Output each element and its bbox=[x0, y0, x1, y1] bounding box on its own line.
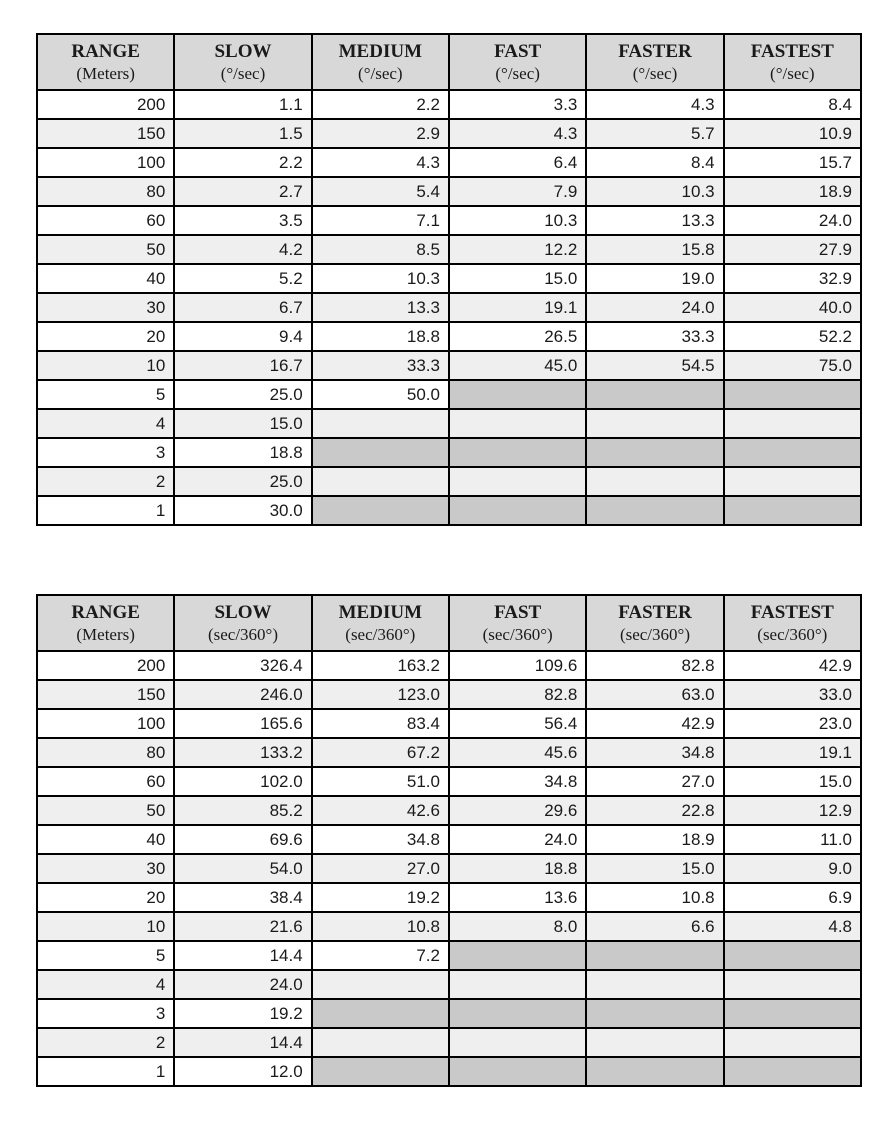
value-cell: 50.0 bbox=[312, 380, 449, 409]
value-cell: 7.1 bbox=[312, 206, 449, 235]
blocked-cell bbox=[449, 1057, 586, 1086]
table-row bbox=[37, 796, 861, 825]
value-cell: 26.5 bbox=[449, 322, 586, 351]
column-header-unit: (°/sec) bbox=[220, 63, 266, 83]
rotation-speed-table-sec-per-360 bbox=[36, 594, 862, 1087]
value-cell: 123.0 bbox=[312, 680, 449, 709]
range-cell: 30 bbox=[37, 854, 174, 883]
value-cell: 13.3 bbox=[312, 293, 449, 322]
table-row bbox=[37, 738, 861, 767]
column-header-unit: (°/sec) bbox=[495, 63, 540, 83]
table-row bbox=[37, 912, 861, 941]
blocked-cell bbox=[312, 999, 449, 1028]
blocked-cell bbox=[449, 999, 586, 1028]
blocked-cell bbox=[312, 438, 449, 467]
range-cell: 2 bbox=[37, 467, 174, 496]
column-header-label: FASTER bbox=[618, 601, 692, 623]
column-header bbox=[449, 34, 586, 90]
table-row bbox=[37, 322, 861, 351]
column-header bbox=[37, 34, 174, 90]
value-cell: 18.8 bbox=[449, 854, 586, 883]
value-cell: 246.0 bbox=[174, 680, 311, 709]
value-cell: 3.3 bbox=[449, 90, 586, 119]
value-cell: 7.9 bbox=[449, 177, 586, 206]
column-header-label: MEDIUM bbox=[338, 40, 423, 62]
column-header-label: FAST bbox=[494, 40, 542, 62]
value-cell: 18.9 bbox=[724, 177, 861, 206]
column-header bbox=[586, 595, 723, 651]
blocked-cell bbox=[586, 1028, 723, 1057]
column-header-unit: (°/sec) bbox=[632, 63, 678, 83]
column-header-unit: (°/sec) bbox=[770, 63, 815, 83]
blocked-cell bbox=[586, 438, 723, 467]
range-cell: 80 bbox=[37, 738, 174, 767]
column-header-label: FASTEST bbox=[750, 40, 834, 62]
value-cell: 63.0 bbox=[586, 680, 723, 709]
value-cell: 69.6 bbox=[174, 825, 311, 854]
column-header bbox=[449, 595, 586, 651]
value-cell: 56.4 bbox=[449, 709, 586, 738]
value-cell: 102.0 bbox=[174, 767, 311, 796]
range-cell: 1 bbox=[37, 1057, 174, 1086]
value-cell: 12.9 bbox=[724, 796, 861, 825]
value-cell: 24.0 bbox=[449, 825, 586, 854]
value-cell: 21.6 bbox=[174, 912, 311, 941]
value-cell: 16.7 bbox=[174, 351, 311, 380]
value-cell: 51.0 bbox=[312, 767, 449, 796]
value-cell: 2.7 bbox=[174, 177, 311, 206]
column-header-label: RANGE bbox=[71, 40, 140, 62]
table-row bbox=[37, 1028, 861, 1057]
value-cell: 8.0 bbox=[449, 912, 586, 941]
value-cell: 54.5 bbox=[586, 351, 723, 380]
blocked-cell bbox=[312, 970, 449, 999]
value-cell: 12.2 bbox=[449, 235, 586, 264]
blocked-cell bbox=[586, 970, 723, 999]
value-cell: 15.0 bbox=[586, 854, 723, 883]
blocked-cell bbox=[724, 409, 861, 438]
table-row bbox=[37, 380, 861, 409]
blocked-cell bbox=[724, 999, 861, 1028]
value-cell: 1.1 bbox=[174, 90, 311, 119]
blocked-cell bbox=[724, 1057, 861, 1086]
value-cell: 109.6 bbox=[449, 651, 586, 680]
value-cell: 6.7 bbox=[174, 293, 311, 322]
blocked-cell bbox=[312, 409, 449, 438]
range-cell: 2 bbox=[37, 1028, 174, 1057]
value-cell: 34.8 bbox=[312, 825, 449, 854]
value-cell: 15.0 bbox=[724, 767, 861, 796]
range-cell: 5 bbox=[37, 380, 174, 409]
value-cell: 10.8 bbox=[586, 883, 723, 912]
value-cell: 29.6 bbox=[449, 796, 586, 825]
value-cell: 34.8 bbox=[449, 767, 586, 796]
value-cell: 25.0 bbox=[174, 467, 311, 496]
value-cell: 18.8 bbox=[174, 438, 311, 467]
range-cell: 1 bbox=[37, 496, 174, 525]
value-cell: 165.6 bbox=[174, 709, 311, 738]
value-cell: 13.3 bbox=[586, 206, 723, 235]
blocked-cell bbox=[312, 1057, 449, 1086]
blocked-cell bbox=[724, 970, 861, 999]
column-header-label: MEDIUM bbox=[338, 601, 423, 623]
value-cell: 9.4 bbox=[174, 322, 311, 351]
table-row bbox=[37, 206, 861, 235]
blocked-cell bbox=[449, 941, 586, 970]
value-cell: 4.8 bbox=[724, 912, 861, 941]
table-row bbox=[37, 941, 861, 970]
column-header bbox=[586, 34, 723, 90]
blocked-cell bbox=[586, 1057, 723, 1086]
blocked-cell bbox=[586, 941, 723, 970]
value-cell: 30.0 bbox=[174, 496, 311, 525]
value-cell: 27.0 bbox=[312, 854, 449, 883]
column-header bbox=[724, 595, 861, 651]
column-header-label: RANGE bbox=[71, 601, 140, 623]
value-cell: 34.8 bbox=[586, 738, 723, 767]
range-cell: 50 bbox=[37, 796, 174, 825]
range-cell: 40 bbox=[37, 825, 174, 854]
value-cell: 15.7 bbox=[724, 148, 861, 177]
range-cell: 4 bbox=[37, 409, 174, 438]
value-cell: 33.3 bbox=[586, 322, 723, 351]
value-cell: 4.3 bbox=[586, 90, 723, 119]
blocked-cell bbox=[724, 496, 861, 525]
column-header bbox=[312, 34, 449, 90]
value-cell: 3.5 bbox=[174, 206, 311, 235]
value-cell: 54.0 bbox=[174, 854, 311, 883]
range-cell: 10 bbox=[37, 351, 174, 380]
blocked-cell bbox=[724, 467, 861, 496]
blocked-cell bbox=[449, 496, 586, 525]
table-row bbox=[37, 409, 861, 438]
table-row bbox=[37, 235, 861, 264]
table-row bbox=[37, 438, 861, 467]
value-cell: 15.0 bbox=[449, 264, 586, 293]
column-header-unit: (sec/360°) bbox=[482, 624, 553, 644]
column-header-label: FAST bbox=[494, 601, 542, 623]
value-cell: 85.2 bbox=[174, 796, 311, 825]
value-cell: 19.1 bbox=[724, 738, 861, 767]
range-cell: 50 bbox=[37, 235, 174, 264]
column-header-unit: (sec/360°) bbox=[757, 624, 828, 644]
value-cell: 4.3 bbox=[312, 148, 449, 177]
value-cell: 14.4 bbox=[174, 1028, 311, 1057]
column-header-unit: (Meters) bbox=[76, 624, 135, 644]
value-cell: 6.9 bbox=[724, 883, 861, 912]
column-header-label: FASTEST bbox=[750, 601, 834, 623]
value-cell: 22.8 bbox=[586, 796, 723, 825]
value-cell: 18.8 bbox=[312, 322, 449, 351]
table-row bbox=[37, 351, 861, 380]
value-cell: 19.2 bbox=[312, 883, 449, 912]
range-cell: 20 bbox=[37, 883, 174, 912]
value-cell: 133.2 bbox=[174, 738, 311, 767]
header-row bbox=[37, 595, 861, 651]
value-cell: 82.8 bbox=[449, 680, 586, 709]
range-cell: 60 bbox=[37, 206, 174, 235]
value-cell: 38.4 bbox=[174, 883, 311, 912]
column-header-unit: (sec/360°) bbox=[345, 624, 416, 644]
value-cell: 10.8 bbox=[312, 912, 449, 941]
range-cell: 30 bbox=[37, 293, 174, 322]
range-cell: 3 bbox=[37, 438, 174, 467]
blocked-cell bbox=[312, 1028, 449, 1057]
table-row bbox=[37, 854, 861, 883]
value-cell: 24.0 bbox=[586, 293, 723, 322]
value-cell: 15.0 bbox=[174, 409, 311, 438]
blocked-cell bbox=[449, 1028, 586, 1057]
value-cell: 45.6 bbox=[449, 738, 586, 767]
column-header-unit: (sec/360°) bbox=[619, 624, 690, 644]
blocked-cell bbox=[449, 970, 586, 999]
range-cell: 150 bbox=[37, 119, 174, 148]
range-cell: 200 bbox=[37, 90, 174, 119]
value-cell: 33.0 bbox=[724, 680, 861, 709]
value-cell: 4.2 bbox=[174, 235, 311, 264]
range-cell: 100 bbox=[37, 148, 174, 177]
value-cell: 32.9 bbox=[724, 264, 861, 293]
table-row bbox=[37, 680, 861, 709]
blocked-cell bbox=[586, 467, 723, 496]
value-cell: 45.0 bbox=[449, 351, 586, 380]
range-cell: 10 bbox=[37, 912, 174, 941]
value-cell: 326.4 bbox=[174, 651, 311, 680]
range-cell: 5 bbox=[37, 941, 174, 970]
blocked-cell bbox=[586, 999, 723, 1028]
blocked-cell bbox=[586, 380, 723, 409]
table-row bbox=[37, 293, 861, 322]
table-row bbox=[37, 883, 861, 912]
rotation-speed-table-deg-per-sec bbox=[36, 33, 862, 526]
value-cell: 83.4 bbox=[312, 709, 449, 738]
value-cell: 2.2 bbox=[312, 90, 449, 119]
range-cell: 200 bbox=[37, 651, 174, 680]
table-row bbox=[37, 825, 861, 854]
value-cell: 10.3 bbox=[312, 264, 449, 293]
value-cell: 6.4 bbox=[449, 148, 586, 177]
value-cell: 1.5 bbox=[174, 119, 311, 148]
column-header-unit: (sec/360°) bbox=[207, 624, 279, 644]
column-header-unit: (Meters) bbox=[76, 63, 135, 83]
value-cell: 9.0 bbox=[724, 854, 861, 883]
range-cell: 60 bbox=[37, 767, 174, 796]
range-cell: 4 bbox=[37, 970, 174, 999]
table-row bbox=[37, 148, 861, 177]
range-cell: 40 bbox=[37, 264, 174, 293]
blocked-cell bbox=[449, 438, 586, 467]
blocked-cell bbox=[724, 380, 861, 409]
value-cell: 18.9 bbox=[586, 825, 723, 854]
table-row bbox=[37, 709, 861, 738]
column-header bbox=[312, 595, 449, 651]
table-row bbox=[37, 467, 861, 496]
table-row bbox=[37, 119, 861, 148]
blocked-cell bbox=[724, 1028, 861, 1057]
value-cell: 19.1 bbox=[449, 293, 586, 322]
column-header bbox=[174, 34, 311, 90]
value-cell: 6.6 bbox=[586, 912, 723, 941]
value-cell: 12.0 bbox=[174, 1057, 311, 1086]
value-cell: 27.9 bbox=[724, 235, 861, 264]
value-cell: 24.0 bbox=[724, 206, 861, 235]
value-cell: 8.5 bbox=[312, 235, 449, 264]
value-cell: 10.3 bbox=[449, 206, 586, 235]
value-cell: 42.6 bbox=[312, 796, 449, 825]
value-cell: 14.4 bbox=[174, 941, 311, 970]
column-header-label: SLOW bbox=[214, 601, 272, 623]
value-cell: 24.0 bbox=[174, 970, 311, 999]
table-row bbox=[37, 651, 861, 680]
range-cell: 20 bbox=[37, 322, 174, 351]
blocked-cell bbox=[449, 380, 586, 409]
blocked-cell bbox=[449, 409, 586, 438]
value-cell: 19.2 bbox=[174, 999, 311, 1028]
table-row bbox=[37, 264, 861, 293]
table-row bbox=[37, 767, 861, 796]
blocked-cell bbox=[724, 438, 861, 467]
value-cell: 33.3 bbox=[312, 351, 449, 380]
value-cell: 5.7 bbox=[586, 119, 723, 148]
table-row bbox=[37, 970, 861, 999]
value-cell: 23.0 bbox=[724, 709, 861, 738]
value-cell: 5.2 bbox=[174, 264, 311, 293]
value-cell: 40.0 bbox=[724, 293, 861, 322]
column-header bbox=[724, 34, 861, 90]
column-header-label: FASTER bbox=[618, 40, 692, 62]
value-cell: 52.2 bbox=[724, 322, 861, 351]
value-cell: 27.0 bbox=[586, 767, 723, 796]
table-row bbox=[37, 1057, 861, 1086]
value-cell: 13.6 bbox=[449, 883, 586, 912]
range-cell: 80 bbox=[37, 177, 174, 206]
value-cell: 163.2 bbox=[312, 651, 449, 680]
value-cell: 4.3 bbox=[449, 119, 586, 148]
value-cell: 7.2 bbox=[312, 941, 449, 970]
value-cell: 10.3 bbox=[586, 177, 723, 206]
column-header-label: SLOW bbox=[214, 40, 272, 62]
blocked-cell bbox=[312, 467, 449, 496]
value-cell: 25.0 bbox=[174, 380, 311, 409]
blocked-cell bbox=[312, 496, 449, 525]
table-row bbox=[37, 90, 861, 119]
value-cell: 19.0 bbox=[586, 264, 723, 293]
value-cell: 82.8 bbox=[586, 651, 723, 680]
range-cell: 3 bbox=[37, 999, 174, 1028]
column-header bbox=[37, 595, 174, 651]
blocked-cell bbox=[586, 409, 723, 438]
range-cell: 100 bbox=[37, 709, 174, 738]
table-row bbox=[37, 999, 861, 1028]
column-header-unit: (°/sec) bbox=[358, 63, 403, 83]
value-cell: 42.9 bbox=[586, 709, 723, 738]
table-row bbox=[37, 177, 861, 206]
value-cell: 15.8 bbox=[586, 235, 723, 264]
range-cell: 150 bbox=[37, 680, 174, 709]
column-header bbox=[174, 595, 311, 651]
value-cell: 42.9 bbox=[724, 651, 861, 680]
header-row bbox=[37, 34, 861, 90]
table-row bbox=[37, 496, 861, 525]
value-cell: 67.2 bbox=[312, 738, 449, 767]
value-cell: 11.0 bbox=[724, 825, 861, 854]
value-cell: 8.4 bbox=[586, 148, 723, 177]
value-cell: 5.4 bbox=[312, 177, 449, 206]
blocked-cell bbox=[724, 941, 861, 970]
blocked-cell bbox=[586, 496, 723, 525]
value-cell: 8.4 bbox=[724, 90, 861, 119]
value-cell: 2.9 bbox=[312, 119, 449, 148]
value-cell: 2.2 bbox=[174, 148, 311, 177]
value-cell: 10.9 bbox=[724, 119, 861, 148]
blocked-cell bbox=[449, 467, 586, 496]
value-cell: 75.0 bbox=[724, 351, 861, 380]
